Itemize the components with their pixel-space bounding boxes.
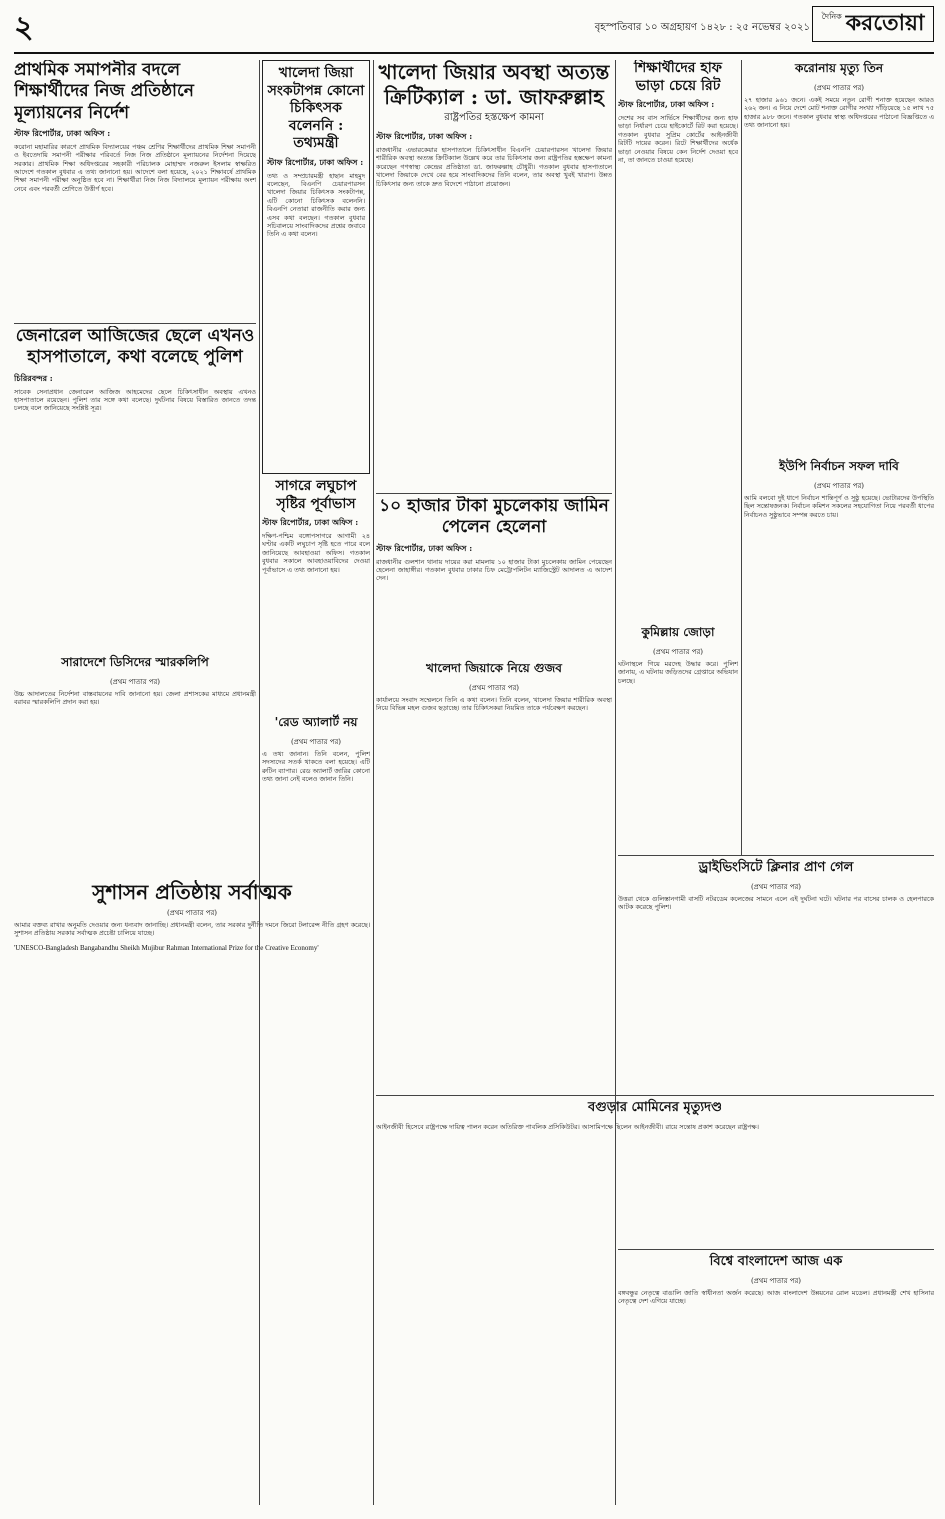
cont-corona: (প্রথম পাতার পর): [813, 84, 865, 92]
horizontal-rule: [376, 493, 612, 494]
cont-red-alert: (প্রথম পাতার পর): [290, 738, 342, 746]
byline-main: স্টাফ রিপোর্টার, ঢাকা অফিস :: [376, 131, 473, 141]
body-comilla: ঘটনাস্থলে গিয়ে মরদেহ উদ্ধার করে। পুলিশ জানায়, এ ঘটনায় জড়িতদের গ্রেপ্তারে অভিযান চলছে।: [618, 660, 738, 685]
masthead: [812, 6, 934, 42]
article-ten-thousand: [376, 496, 612, 656]
cont-bishwe: (প্রথম পাতার পর): [750, 1277, 802, 1285]
body-sea: দক্ষিণ-পশ্চিম বঙ্গোপসাগরে আগামী ২৪ ঘণ্টার একটি লঘুচাপ সৃষ্টি হতে পারে বলে জানিয়েছে আবহাওয়া অফিস। গতকাল বুধবার সকালে আবহাওয়াবিদের দেওয়া পূর্বাভাসে এ তথ্য জানানো হয়।: [262, 532, 370, 574]
masthead-title: করতোয়া: [845, 10, 925, 36]
byline-primary: স্টাফ রিপোর্টার, ঢাকা অফিস :: [14, 127, 111, 138]
article-sea: [262, 478, 370, 710]
article-driving: [618, 858, 934, 1092]
top-rule: [14, 52, 934, 54]
body-main: রাজধানীর এভারকেয়ার হাসপাতালে চিকিৎসাধীন বিএনপি চেয়ারপারসন খালেদা জিয়ার শারীরিক অবস্থা অত্যন্ত ক্রিটিক্যাল উল্লেখ করে তার চিকিৎসার জন্য রাষ্ট্রপতির হস্তক্ষেপ কামনা করেছেন গণস্বাস্থ্য কেন্দ্রের প্রতিষ্ঠাতা ডা. জাফরুল্লাহ চৌধুরী। গতকাল বুধবার হাসপাতালে খালেদা জিয়াকে দেখে বের হয়ে সাংবাদিকদের তিনি বলেন, তার অবস্থা খুবই খারাপ। উন্নত চিকিৎসার জন্য তাকে দ্রুত বিদেশে পাঠানো প্রয়োজন।: [376, 146, 612, 188]
headline-upi: ইউপি নির্বাচন সফল দাবি: [779, 459, 899, 473]
page-number: ২: [14, 10, 34, 45]
byline-general: চিরিরবন্দর :: [14, 372, 53, 383]
column-rule: [259, 60, 260, 1505]
article-primary: [14, 60, 256, 322]
article-saradesh: [14, 654, 256, 874]
byline-students: স্টাফ রিপোর্টার, ঢাকা অফিস :: [618, 99, 715, 109]
body-upi: আমি বলবো দুই ধাপে নির্বাচন শান্তিপূর্ণ ও সুষ্ঠু হয়েছে। ভোটারদের উপস্থিতি ছিল সন্তোষজনক। নির্বাচন কমিশন সকলের সহযোগিতা নিয়ে পরবর্তী ধাপের নির্বাচনও সুষ্ঠুভাবে সম্পন্ন করতে চায়।: [744, 494, 934, 519]
byline-ten-thousand: স্টাফ রিপোর্টার, ঢাকা অফিস :: [376, 542, 473, 553]
horizontal-rule: [618, 1249, 934, 1250]
headline-driving: ড্রাইভিংসিটে ক্লিনার প্রাণ গেল: [698, 860, 854, 875]
horizontal-rule: [618, 855, 934, 856]
column-rule: [373, 60, 374, 1505]
headline-primary: প্রাথমিক সমাপনীর বদলে শিক্ষার্থীদের নিজ প্রতিষ্ঠানে মূল্যায়নের নির্দেশ: [14, 60, 194, 123]
headline-corona: করোনায় মৃত্যু তিন: [794, 61, 884, 75]
byline-khaleda-box: স্টাফ রিপোর্টার, ঢাকা অফিস :: [267, 156, 364, 167]
cont-sushasan: (প্রথম পাতার পর): [166, 909, 218, 917]
headline-comilla: কুমিল্লায় জোড়া: [641, 625, 715, 639]
cont-driving: (প্রথম পাতার পর): [750, 883, 802, 891]
article-general: [14, 326, 256, 650]
article-bishwe: [618, 1252, 934, 1505]
article-main: [376, 60, 612, 490]
body-khaleda-box: তথ্য ও সম্প্রচারমন্ত্রী হাছান মাহমুদ বলেছেন, বিএনপি চেয়ারপারসন খালেদা জিয়ার চিকিৎসক সংকটাপন্ন, এটি কোনো চিকিৎসক বলেননি। বিএনপি নেতারা রাজনীতি করার জন্য এসব কথা বলছেন। গতকাল বুধবার সচিবালয়ে সাংবাদিকদের প্রশ্নের জবাবে তিনি এ কথা বলেন।: [267, 171, 365, 239]
article-upi: [744, 458, 934, 826]
headline-saradesh: সারাদেশে ডিসিদের স্মারকলিপি: [61, 655, 209, 669]
body-rumors: কার্যালয়ে সংবাদ সম্মেলনে তিনি এ কথা বলেন। তিনি বলেন, খালেদা জিয়ার শারীরিক অবস্থা নিয়ে বিভিন্ন মহল গুজব ছড়াচ্ছে। তার চিকিৎসকরা নিয়মিত তাকে পর্যবেক্ষণ করছেন।: [376, 696, 612, 713]
headline-sushasan: সুশাসন প্রতিষ্ঠায় সর্বাত্মক: [92, 880, 292, 904]
body-students: দেশের সব বাস সার্ভিসে শিক্ষার্থীদের জন্য হাফ ভাড়া নির্ধারণ চেয়ে হাইকোর্টে রিট করা হয়েছে। গতকাল বুধবার সুপ্রিম কোর্টের আইনজীবী রিটটি দায়ের করেন। রিটে শিক্ষার্থীদের অর্ধেক ভাড়া নেওয়ার বিষয়ে কেন নির্দেশ দেওয়া হবে না, তা জানতে চাওয়া হয়েছে।: [618, 114, 738, 165]
column-rule: [741, 60, 742, 855]
headline-general: জেনারেল আজিজের ছেলে এখনও হাসপাতালে, কথা বলেছে পুলিশ: [15, 326, 255, 368]
headline-bishwe: বিশ্বে বাংলাদেশ আজ এক: [709, 1254, 843, 1269]
headline-khaleda-box: খালেদা জিয়া সংকটাপন্ন কোনো চিকিৎসক বলেননি : তথ্যমন্ত্রী: [267, 65, 365, 151]
article-rumors: [376, 660, 612, 994]
article-sushasan: [14, 880, 370, 1505]
article-corona: [744, 60, 934, 452]
headline-red-alert: 'রেড অ্যালার্ট নয়: [274, 715, 358, 729]
body-bogura: আইনজীবী হিসেবে রাষ্ট্রপক্ষে দায়িত্ব পালন করেন অতিরিক্ত পাবলিক প্রসিকিউটর। আসামিপক্ষে ছিলেন আইনজীবী। রায়ে সন্তোষ প্রকাশ করেছেন রাষ্ট্রপক্ষ।: [376, 1123, 759, 1131]
cont-saradesh: (প্রথম পাতার পর): [109, 678, 161, 686]
article-students: [618, 60, 738, 620]
horizontal-rule: [14, 323, 256, 324]
headline-main: খালেদা জিয়ার অবস্থা অত্যন্ত ক্রিটিক্যাল : ডা. জাফরুল্লাহ: [378, 60, 610, 109]
subheadline-main: রাষ্ট্রপতির হস্তক্ষেপ কামনা: [444, 112, 544, 123]
cont-upi: (প্রথম পাতার পর): [813, 482, 865, 490]
column-rule: [615, 60, 616, 1505]
body-sushasan: আমার বক্তব্য রাখার অনুমতি দেওয়ার জন্য ধন্যবাদ জানাচ্ছি। প্রধানমন্ত্রী বলেন, তার সরকার দুর্নীতি দমনে জিরো টলারেন্স নীতি গ্রহণ করেছে। সুশাসন প্রতিষ্ঠায় সরকার সর্বাত্মক প্রচেষ্টা চালিয়ে যাচ্ছে।: [14, 921, 370, 938]
article-bogura: [376, 1098, 934, 1248]
headline-sea: সাগরে লঘুচাপ সৃষ্টির পূর্বাভাস: [275, 478, 357, 512]
body-ten-thousand: রাজধানীর গুলশান থানায় দায়ের করা মামলায় ১০ হাজার টাকা মুচলেকায় জামিন পেয়েছেন হেলেনা জাহাঙ্গীর। গতকাল বুধবার ঢাকার চিফ মেট্রোপলিটন ম্যাজিস্ট্রেট আদালত এ আদেশ দেন।: [376, 557, 612, 583]
cont-rumors: (প্রথম পাতার পর): [468, 684, 520, 692]
horizontal-rule: [376, 1095, 934, 1096]
headline-rumors: খালেদা জিয়াকে নিয়ে গুজব: [426, 661, 562, 675]
body-driving: উত্তরা থেকে গুলিস্তানগামী বাসটি নটরডেম কলেজের সামনে এলে এই দুর্ঘটনা ঘটে। ঘটনার পর বাসের চালক ও হেলপারকে আটক করেছে পুলিশ।: [618, 895, 934, 912]
body-corona: ২৭ হাজার ৯৬১ জনে। একই সময়ে নতুন রোগী শনাক্ত হয়েছেন আরও ২৬২ জন। এ নিয়ে দেশে মোট শনাক্ত রোগীর সংখ্যা দাঁড়িয়েছে ১৫ লাখ ৭৫ হাজার ৯৮৮ জনে। গতকাল বুধবার স্বাস্থ্য অধিদপ্তরের পাঠানো বিজ্ঞপ্তিতে এ তথ্য জানানো হয়।: [744, 96, 934, 130]
cont-comilla: (প্রথম পাতার পর): [652, 648, 704, 656]
body-primary: করোনা মহামারির কারণে প্রাথমিক বিদ্যালয়ের পঞ্চম শ্রেণির শিক্ষার্থীদের প্রাথমিক শিক্ষা সমাপনী ও ইবতেদায়ি সমাপনী পরীক্ষার পরিবর্তে নিজ নিজ প্রতিষ্ঠানে মূল্যায়নের নির্দেশনা দিয়েছে সরকার। প্রাথমিক শিক্ষা অধিদপ্তরের সহকারী পরিচালক মোহাম্মদ নজরুল ইসলাম স্বাক্ষরিত আদেশে গতকাল বুধবার এ তথ্য জানানো হয়। আদেশে বলা হয়েছে, ২০২১ শিক্ষাবর্ষে প্রাথমিক শিক্ষা সমাপনী পরীক্ষা অনুষ্ঠিত হবে না। শিক্ষার্থীরা নিজ নিজ বিদ্যালয়ে মূল্যায়ন পরীক্ষায় অংশ নেবে এবং পরবর্তী শ্রেণিতে উত্তীর্ণ হবে।: [14, 142, 256, 193]
body-red-alert: এ তথ্য জানান। তিনি বলেন, পুলিশ সদস্যদের সতর্ক থাকতে বলা হয়েছে। এটি রুটিন ব্যাপার। রেড অ্যালার্ট জারির কোনো তথ্য জানা নেই বলেও জানান তিনি।: [262, 750, 370, 784]
article-khaleda-box: [262, 60, 370, 474]
body-saradesh: উচ্চ আদালতের নির্দেশনা বাস্তবায়নের দাবি জানানো হয়। জেলা প্রশাসকের মাধ্যমে প্রধানমন্ত্রী বরাবর স্মারকলিপি প্রদান করা হয়।: [14, 690, 256, 707]
article-comilla: [618, 624, 738, 854]
headline-bogura: বগুড়ার মোমিনের মৃত্যুদণ্ড: [588, 1100, 722, 1115]
body-general: সাবেক সেনাপ্রধান জেনারেল আজিজ আহমেদের ছেলে চিকিৎসাধীন অবস্থায় এখনও হাসপাতালে রয়েছেন। পুলিশ তার সঙ্গে কথা বলেছে। দুর্ঘটনার বিষয়ে বিস্তারিত জানতে তদন্ত চলছে বলে জানিয়েছে সংশ্লিষ্ট সূত্র।: [14, 387, 256, 413]
masthead-small: দৈনিক: [821, 12, 842, 21]
body-bishwe: বঙ্গবন্ধুর নেতৃত্বে বাঙালি জাতি স্বাধীনতা অর্জন করেছে। আজ বাংলাদেশ উন্নয়নের রোল মডেল। প্রধানমন্ত্রী শেখ হাসিনার নেতৃত্বে দেশ এগিয়ে যাচ্ছে।: [618, 1289, 934, 1306]
byline-sea: স্টাফ রিপোর্টার, ঢাকা অফিস :: [262, 517, 359, 527]
headline-ten-thousand: ১০ হাজার টাকা মুচলেকায় জামিন পেলেন হেলেনা: [379, 496, 609, 538]
date-line: বৃহস্পতিবার ১০ অগ্রহায়ণ ১৪২৮ : ২৫ নভেম্বর ২০২১: [594, 22, 810, 33]
headline-students: শিক্ষার্থীদের হাফ ভাড়া চেয়ে রিট: [634, 60, 722, 94]
unesco-line: 'UNESCO-Bangladesh Bangabandhu Sheikh Mujibur Rahman International Prize for the Creative Economy': [14, 943, 319, 952]
